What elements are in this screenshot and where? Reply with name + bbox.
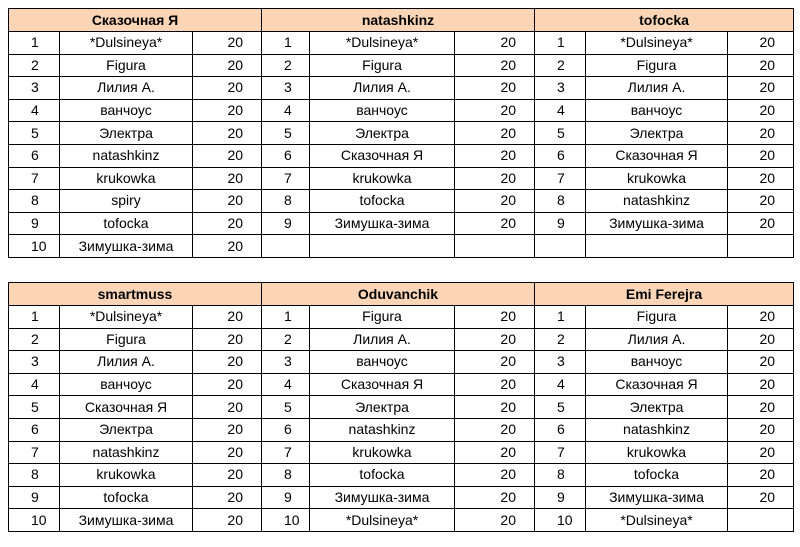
rank-cell: 10: [262, 509, 310, 532]
score-cell: 20: [193, 32, 262, 55]
rank-cell: 7: [535, 441, 586, 464]
name-cell: Лилия А.: [310, 328, 455, 351]
score-cell: 20: [193, 373, 262, 396]
score-cell: 20: [193, 99, 262, 122]
score-cell: 20: [728, 122, 794, 145]
rank-cell: 10: [9, 509, 60, 532]
header-row: [9, 9, 794, 32]
score-cell: 20: [728, 441, 794, 464]
rank-cell: 8: [9, 464, 60, 487]
name-cell: krukowka: [310, 441, 455, 464]
name-cell: natashkinz: [586, 190, 728, 213]
rank-cell: 3: [262, 77, 310, 100]
score-cell: 20: [193, 167, 262, 190]
name-cell: Figura: [60, 328, 193, 351]
rank-cell: 5: [535, 396, 586, 419]
score-cell: 20: [728, 32, 794, 55]
rank-cell: 5: [9, 396, 60, 419]
name-cell: tofocka: [586, 464, 728, 487]
table-row: [9, 351, 794, 374]
score-cell: 20: [193, 396, 262, 419]
rank-cell: 2: [9, 328, 60, 351]
score-cell: 20: [193, 212, 262, 235]
name-cell: *Dulsineya*: [310, 509, 455, 532]
score-cell: 20: [193, 509, 262, 532]
score-cell: 20: [193, 464, 262, 487]
rank-cell: 1: [9, 306, 60, 329]
rank-cell: 4: [535, 99, 586, 122]
score-cell: 20: [455, 77, 535, 100]
name-cell: Сказочная Я: [310, 373, 455, 396]
name-cell: krukowka: [310, 167, 455, 190]
rank-cell: 8: [9, 190, 60, 213]
name-cell: Электра: [310, 396, 455, 419]
score-table-top: [8, 8, 794, 258]
name-cell: Электра: [586, 396, 728, 419]
rank-cell: 2: [9, 54, 60, 77]
score-cell: 20: [455, 373, 535, 396]
rank-cell: 7: [262, 441, 310, 464]
score-cell: [455, 235, 535, 258]
rank-cell: 4: [262, 373, 310, 396]
rank-cell: 3: [9, 351, 60, 374]
rank-cell: 3: [262, 351, 310, 374]
score-cell: 20: [728, 167, 794, 190]
rank-cell: 8: [535, 190, 586, 213]
score-cell: 20: [728, 190, 794, 213]
rank-cell: 7: [262, 167, 310, 190]
score-cell: 20: [728, 77, 794, 100]
name-cell: *Dulsineya*: [586, 509, 728, 532]
name-cell: ванчоус: [60, 99, 193, 122]
rank-cell: 9: [262, 212, 310, 235]
table-row: [9, 396, 794, 419]
group-title: Emi Ferejra: [535, 283, 794, 306]
score-cell: 20: [193, 54, 262, 77]
group-title: smartmuss: [9, 283, 262, 306]
score-cell: 20: [455, 418, 535, 441]
rank-cell: 4: [535, 373, 586, 396]
rank-cell: 2: [262, 54, 310, 77]
name-cell: Figura: [60, 54, 193, 77]
name-cell: Электра: [60, 122, 193, 145]
table-row: [9, 464, 794, 487]
name-cell: tofocka: [60, 212, 193, 235]
rank-cell: [535, 235, 586, 258]
table-row: [9, 306, 794, 329]
table-row: [9, 144, 794, 167]
rank-cell: 8: [262, 464, 310, 487]
rank-cell: 3: [9, 77, 60, 100]
table-row: [9, 167, 794, 190]
name-cell: Зимушка-зима: [60, 235, 193, 258]
rank-cell: 9: [535, 486, 586, 509]
table-row: [9, 32, 794, 55]
table-row: [9, 486, 794, 509]
table-row: [9, 418, 794, 441]
rank-cell: 1: [535, 306, 586, 329]
rank-cell: 8: [262, 190, 310, 213]
rank-cell: [262, 235, 310, 258]
score-cell: 20: [728, 99, 794, 122]
name-cell: *Dulsineya*: [310, 32, 455, 55]
rank-cell: 1: [262, 306, 310, 329]
rank-cell: 6: [535, 418, 586, 441]
name-cell: tofocka: [310, 464, 455, 487]
score-cell: 20: [728, 351, 794, 374]
name-cell: Лилия А.: [310, 77, 455, 100]
score-cell: 20: [193, 122, 262, 145]
name-cell: Figura: [586, 306, 728, 329]
rank-cell: 6: [9, 144, 60, 167]
rank-cell: 10: [535, 509, 586, 532]
score-cell: 20: [455, 32, 535, 55]
rank-cell: 1: [535, 32, 586, 55]
rank-cell: 8: [535, 464, 586, 487]
score-cell: 20: [455, 122, 535, 145]
score-cell: 20: [455, 144, 535, 167]
score-cell: 20: [728, 54, 794, 77]
rank-cell: 10: [9, 235, 60, 258]
table-row: [9, 235, 794, 258]
table-row: [9, 212, 794, 235]
name-cell: Электра: [60, 418, 193, 441]
score-cell: 20: [193, 190, 262, 213]
name-cell: tofocka: [60, 486, 193, 509]
rank-cell: 5: [262, 122, 310, 145]
score-cell: [728, 235, 794, 258]
rank-cell: 6: [262, 144, 310, 167]
name-cell: krukowka: [60, 167, 193, 190]
name-cell: Figura: [586, 54, 728, 77]
name-cell: Электра: [310, 122, 455, 145]
name-cell: natashkinz: [310, 418, 455, 441]
score-cell: 20: [193, 486, 262, 509]
name-cell: krukowka: [586, 441, 728, 464]
rank-cell: 9: [535, 212, 586, 235]
name-cell: spiry: [60, 190, 193, 213]
rank-cell: 2: [535, 54, 586, 77]
score-cell: 20: [455, 212, 535, 235]
name-cell: ванчоус: [586, 351, 728, 374]
rank-cell: 5: [535, 122, 586, 145]
name-cell: [586, 235, 728, 258]
name-cell: *Dulsineya*: [586, 32, 728, 55]
name-cell: natashkinz: [60, 144, 193, 167]
rank-cell: 4: [9, 99, 60, 122]
group-title: Сказочная Я: [9, 9, 262, 32]
score-cell: 20: [728, 306, 794, 329]
score-table-bottom: [8, 282, 794, 532]
rank-cell: 6: [262, 418, 310, 441]
score-cell: 20: [193, 328, 262, 351]
score-cell: 20: [455, 464, 535, 487]
rank-cell: 9: [262, 486, 310, 509]
name-cell: natashkinz: [586, 418, 728, 441]
score-cell: 20: [728, 212, 794, 235]
score-cell: 20: [455, 306, 535, 329]
score-cell: 20: [455, 396, 535, 419]
rank-cell: 2: [535, 328, 586, 351]
score-cell: 20: [193, 351, 262, 374]
rank-cell: 1: [262, 32, 310, 55]
rank-cell: 4: [262, 99, 310, 122]
score-cell: 20: [193, 418, 262, 441]
name-cell: [310, 235, 455, 258]
table-row: [9, 509, 794, 532]
rank-cell: 7: [9, 167, 60, 190]
rank-cell: 3: [535, 351, 586, 374]
score-cell: 20: [728, 373, 794, 396]
table-row: [9, 54, 794, 77]
name-cell: *Dulsineya*: [60, 32, 193, 55]
table-row: [9, 441, 794, 464]
rank-cell: 9: [9, 486, 60, 509]
table-row: [9, 122, 794, 145]
name-cell: Лилия А.: [60, 77, 193, 100]
name-cell: Зимушка-зима: [586, 486, 728, 509]
score-cell: 20: [193, 306, 262, 329]
name-cell: Сказочная Я: [586, 373, 728, 396]
score-cell: 20: [455, 167, 535, 190]
name-cell: ванчоус: [310, 351, 455, 374]
name-cell: ванчоус: [60, 373, 193, 396]
score-cell: 20: [455, 99, 535, 122]
score-cell: 20: [193, 235, 262, 258]
score-cell: 20: [728, 144, 794, 167]
rank-cell: 7: [535, 167, 586, 190]
name-cell: Сказочная Я: [60, 396, 193, 419]
score-cell: 20: [455, 509, 535, 532]
score-cell: [728, 509, 794, 532]
rank-cell: 6: [535, 144, 586, 167]
name-cell: natashkinz: [60, 441, 193, 464]
name-cell: *Dulsineya*: [60, 306, 193, 329]
rank-cell: 4: [9, 373, 60, 396]
name-cell: Лилия А.: [586, 77, 728, 100]
rank-cell: 7: [9, 441, 60, 464]
name-cell: Зимушка-зима: [60, 509, 193, 532]
score-cell: 20: [728, 464, 794, 487]
table-row: [9, 328, 794, 351]
score-cell: 20: [728, 418, 794, 441]
name-cell: Зимушка-зима: [310, 212, 455, 235]
name-cell: krukowka: [586, 167, 728, 190]
table-row: [9, 77, 794, 100]
score-cell: 20: [455, 328, 535, 351]
name-cell: Зимушка-зима: [586, 212, 728, 235]
score-cell: 20: [193, 77, 262, 100]
name-cell: Лилия А.: [586, 328, 728, 351]
group-title: tofocka: [535, 9, 794, 32]
name-cell: Figura: [310, 54, 455, 77]
score-cell: 20: [728, 486, 794, 509]
score-cell: 20: [455, 486, 535, 509]
score-cell: 20: [455, 351, 535, 374]
name-cell: Сказочная Я: [586, 144, 728, 167]
table-row: [9, 99, 794, 122]
name-cell: Зимушка-зима: [310, 486, 455, 509]
rank-cell: 5: [262, 396, 310, 419]
rank-cell: 9: [9, 212, 60, 235]
score-cell: 20: [455, 441, 535, 464]
name-cell: Figura: [310, 306, 455, 329]
name-cell: ванчоус: [310, 99, 455, 122]
score-cell: 20: [193, 441, 262, 464]
score-cell: 20: [728, 328, 794, 351]
rank-cell: 1: [9, 32, 60, 55]
rank-cell: 6: [9, 418, 60, 441]
header-row: [9, 283, 794, 306]
rank-cell: 2: [262, 328, 310, 351]
score-cell: 20: [455, 190, 535, 213]
rank-cell: 3: [535, 77, 586, 100]
table-row: [9, 190, 794, 213]
name-cell: ванчоус: [586, 99, 728, 122]
group-title: natashkinz: [262, 9, 535, 32]
score-cell: 20: [455, 54, 535, 77]
rank-cell: 5: [9, 122, 60, 145]
name-cell: tofocka: [310, 190, 455, 213]
name-cell: Сказочная Я: [310, 144, 455, 167]
score-cell: 20: [728, 396, 794, 419]
name-cell: Лилия А.: [60, 351, 193, 374]
name-cell: krukowka: [60, 464, 193, 487]
score-cell: 20: [193, 144, 262, 167]
table-row: [9, 373, 794, 396]
group-title: Oduvanchik: [262, 283, 535, 306]
name-cell: Электра: [586, 122, 728, 145]
